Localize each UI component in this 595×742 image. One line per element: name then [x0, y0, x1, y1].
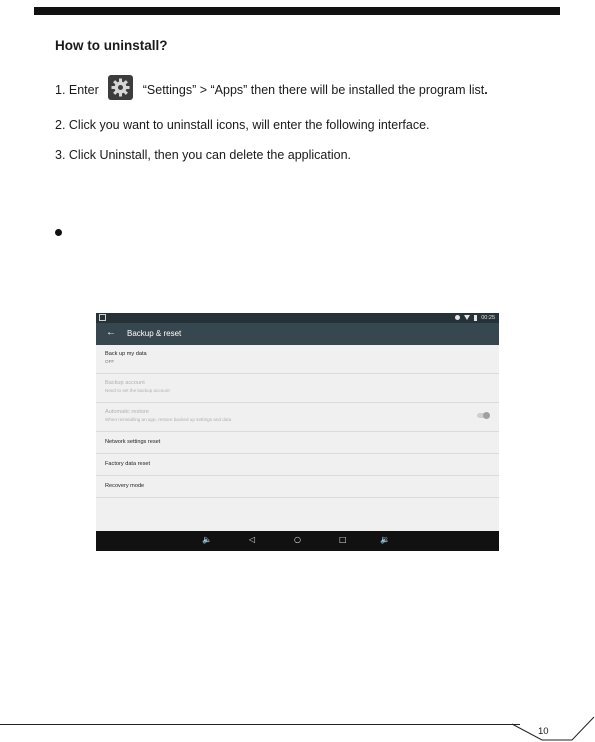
alarm-icon: [455, 315, 460, 320]
step-1-period: .: [484, 82, 488, 97]
list-item-subtitle: When reinstalling an app, restore backed up settings and data: [105, 417, 232, 422]
back-arrow-icon[interactable]: ←: [106, 327, 116, 338]
navigation-bar: [96, 531, 499, 551]
battery-icon: [474, 315, 477, 321]
app-bar: [96, 323, 499, 345]
list-item-title: Backup account: [105, 380, 145, 386]
status-time: 00:25: [481, 314, 495, 321]
status-bar: [96, 313, 499, 323]
settings-list: [96, 345, 499, 498]
list-item-title: Back up my data: [105, 351, 147, 357]
step-1-text: “Settings” > “Apps” then there will be installed the program list: [142, 82, 485, 97]
list-item-network-settings-reset[interactable]: [96, 432, 499, 454]
footer-rule: [0, 724, 520, 725]
settings-gear-icon: [108, 75, 133, 100]
step-1: [55, 81, 488, 100]
volume-up-icon[interactable]: 🔉: [380, 535, 390, 544]
list-item-title: Automatic restore: [105, 409, 149, 415]
page-number-tab: [512, 716, 595, 742]
list-item-backup-account: [96, 374, 499, 403]
step-2: 2. Click you want to uninstall icons, will enter the following interface.: [55, 118, 430, 132]
list-item-automatic-restore: [96, 403, 499, 432]
step-3: 3. Click Uninstall, then you can delete the application.: [55, 148, 352, 162]
device-screenshot: [96, 313, 499, 551]
step-1-prefix: 1. Enter: [55, 82, 99, 97]
page-heading: How to uninstall?: [55, 38, 168, 53]
list-item-subtitle: OFF: [105, 359, 115, 364]
list-item-back-up-my-data[interactable]: [96, 345, 499, 374]
header-rule: [34, 7, 560, 15]
automatic-restore-toggle: [477, 413, 489, 418]
bullet-point: [55, 229, 62, 236]
page-number: 10: [538, 726, 549, 737]
home-icon[interactable]: ○: [294, 535, 301, 544]
list-item-title: Network settings reset: [105, 439, 161, 445]
list-item-subtitle: Need to set the backup account: [105, 388, 170, 393]
list-item-title: Factory data reset: [105, 461, 151, 467]
screen-title: Backup & reset: [127, 329, 182, 338]
recents-icon[interactable]: □: [339, 535, 347, 544]
volume-down-icon[interactable]: 🔈: [202, 535, 212, 544]
notification-icon: [99, 314, 106, 321]
list-item-recovery-mode[interactable]: [96, 476, 499, 498]
list-item-title: Recovery mode: [105, 483, 145, 489]
back-icon[interactable]: ◁: [249, 535, 256, 544]
wifi-icon: [464, 315, 470, 320]
list-item-factory-data-reset[interactable]: [96, 454, 499, 476]
